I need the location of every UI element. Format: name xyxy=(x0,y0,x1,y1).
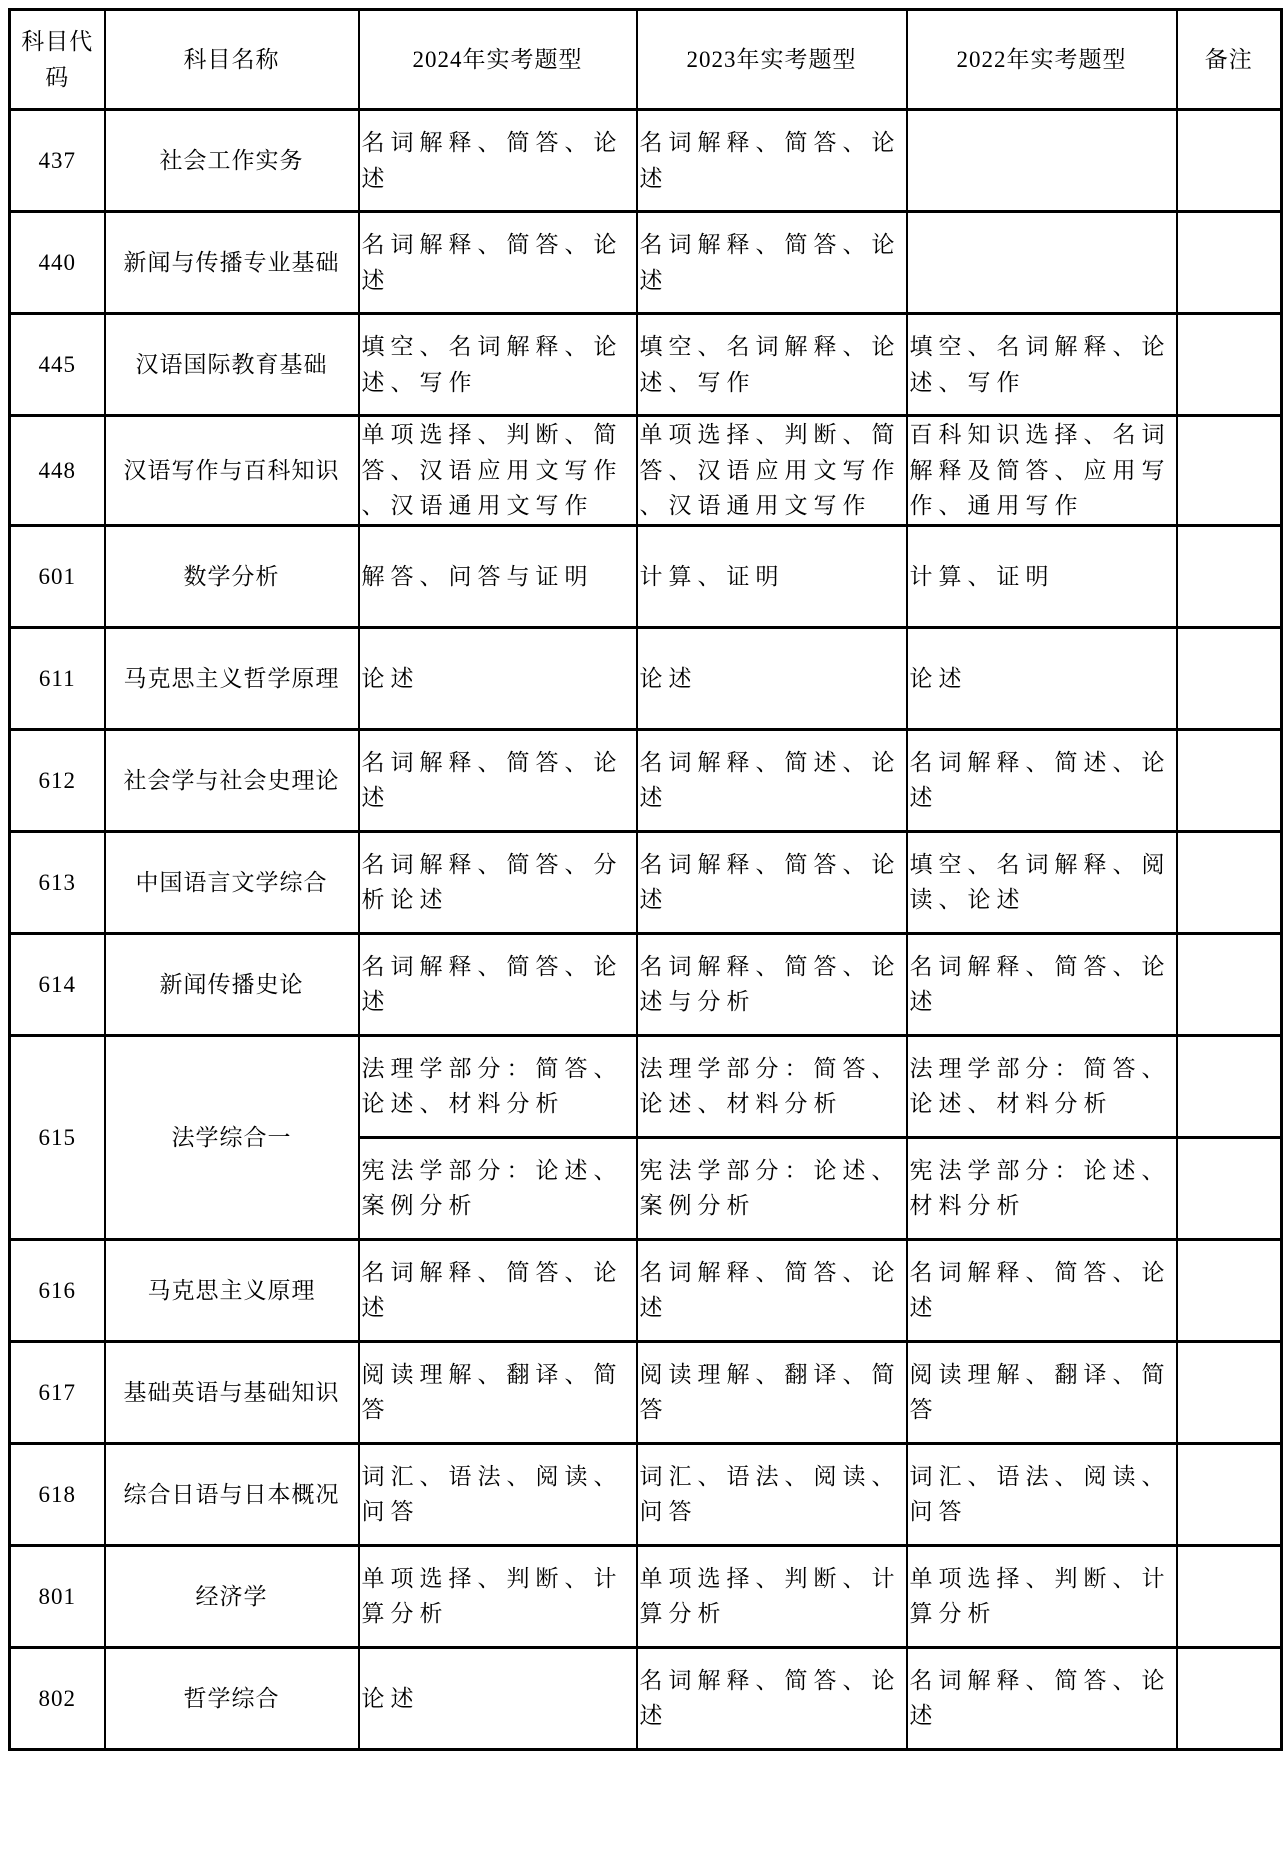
col-header-name: 科目名称 xyxy=(105,10,359,110)
subject-name-cell: 马克思主义原理 xyxy=(105,1239,359,1341)
types-2024-cell: 宪法学部分：论述、案例分析 xyxy=(359,1137,637,1239)
subject-code-cell: 801 xyxy=(10,1545,105,1647)
table-row xyxy=(10,110,1282,212)
types-2022-cell: 宪法学部分：论述、材料分析 xyxy=(907,1137,1177,1239)
subject-code-cell: 601 xyxy=(10,525,105,627)
subject-name-cell: 综合日语与日本概况 xyxy=(105,1443,359,1545)
types-2022-cell: 名词解释、简答、论述 xyxy=(907,1647,1177,1749)
types-2023-cell: 单项选择、判断、简答、汉语应用文写作、汉语通用文写作 xyxy=(637,416,907,526)
types-2022-cell: 单项选择、判断、计算分析 xyxy=(907,1545,1177,1647)
subject-name-cell: 经济学 xyxy=(105,1545,359,1647)
subject-code-cell: 618 xyxy=(10,1443,105,1545)
subject-name-cell: 马克思主义哲学原理 xyxy=(105,627,359,729)
types-2023-cell: 名词解释、简答、论述 xyxy=(637,212,907,314)
table-row xyxy=(10,525,1282,627)
table-row xyxy=(10,1341,1282,1443)
table-header xyxy=(10,10,1282,110)
document-page xyxy=(0,8,1285,1751)
subject-code-cell: 616 xyxy=(10,1239,105,1341)
note-cell xyxy=(1177,1239,1282,1341)
table-row xyxy=(10,729,1282,831)
types-2022-cell: 阅读理解、翻译、简答 xyxy=(907,1341,1177,1443)
col-header-note: 备注 xyxy=(1177,10,1282,110)
types-2023-cell: 单项选择、判断、计算分析 xyxy=(637,1545,907,1647)
note-cell xyxy=(1177,525,1282,627)
table-row xyxy=(10,1647,1282,1749)
types-2023-cell: 词汇、语法、阅读、问答 xyxy=(637,1443,907,1545)
types-2022-cell xyxy=(907,212,1177,314)
subject-code-cell: 448 xyxy=(10,416,105,526)
types-2023-cell: 论述 xyxy=(637,627,907,729)
types-2022-cell: 论述 xyxy=(907,627,1177,729)
note-cell xyxy=(1177,1545,1282,1647)
note-cell xyxy=(1177,110,1282,212)
subject-name-cell: 基础英语与基础知识 xyxy=(105,1341,359,1443)
subject-name-cell: 数学分析 xyxy=(105,525,359,627)
table-row xyxy=(10,933,1282,1035)
subject-code-cell: 802 xyxy=(10,1647,105,1749)
types-2022-cell: 百科知识选择、名词解释及简答、应用写作、通用写作 xyxy=(907,416,1177,526)
table-row xyxy=(10,1443,1282,1545)
types-2024-cell: 名词解释、简答、分析论述 xyxy=(359,831,637,933)
types-2022-cell: 计算、证明 xyxy=(907,525,1177,627)
header-row xyxy=(10,10,1282,110)
note-cell xyxy=(1177,933,1282,1035)
subject-name-cell: 社会学与社会史理论 xyxy=(105,729,359,831)
types-2023-cell: 宪法学部分：论述、案例分析 xyxy=(637,1137,907,1239)
table-row xyxy=(10,212,1282,314)
subject-code-cell: 440 xyxy=(10,212,105,314)
types-2024-cell: 词汇、语法、阅读、问答 xyxy=(359,1443,637,1545)
types-2022-cell: 名词解释、简答、论述 xyxy=(907,933,1177,1035)
types-2024-cell: 单项选择、判断、计算分析 xyxy=(359,1545,637,1647)
types-2024-cell: 名词解释、简答、论述 xyxy=(359,933,637,1035)
note-cell xyxy=(1177,314,1282,416)
types-2024-cell: 填空、名词解释、论述、写作 xyxy=(359,314,637,416)
subjects-table xyxy=(8,8,1283,1751)
types-2022-cell: 名词解释、简述、论述 xyxy=(907,729,1177,831)
table-row xyxy=(10,831,1282,933)
subject-code-cell: 613 xyxy=(10,831,105,933)
note-cell xyxy=(1177,1443,1282,1545)
subject-name-cell: 新闻传播史论 xyxy=(105,933,359,1035)
table-row xyxy=(10,314,1282,416)
table-body xyxy=(10,110,1282,1750)
types-2023-cell: 名词解释、简答、论述 xyxy=(637,831,907,933)
types-2022-cell: 名词解释、简答、论述 xyxy=(907,1239,1177,1341)
table-row xyxy=(10,1545,1282,1647)
types-2023-cell: 名词解释、简答、论述 xyxy=(637,1239,907,1341)
types-2023-cell: 名词解释、简答、论述 xyxy=(637,1647,907,1749)
subject-code-cell: 445 xyxy=(10,314,105,416)
note-cell xyxy=(1177,627,1282,729)
subject-name-cell: 中国语言文学综合 xyxy=(105,831,359,933)
types-2022-cell xyxy=(907,110,1177,212)
subject-name-cell: 社会工作实务 xyxy=(105,110,359,212)
note-cell xyxy=(1177,416,1282,526)
types-2022-cell: 填空、名词解释、论述、写作 xyxy=(907,314,1177,416)
subject-code-cell: 437 xyxy=(10,110,105,212)
types-2024-cell: 解答、问答与证明 xyxy=(359,525,637,627)
types-2023-cell: 填空、名词解释、论述、写作 xyxy=(637,314,907,416)
subject-code-cell: 617 xyxy=(10,1341,105,1443)
types-2022-cell: 填空、名词解释、阅读、论述 xyxy=(907,831,1177,933)
types-2024-cell: 法理学部分：简答、论述、材料分析 xyxy=(359,1035,637,1137)
subject-name-cell: 法学综合一 xyxy=(105,1035,359,1239)
subject-name-cell: 汉语国际教育基础 xyxy=(105,314,359,416)
note-cell xyxy=(1177,1137,1282,1239)
subject-code-cell: 612 xyxy=(10,729,105,831)
types-2024-cell: 单项选择、判断、简答、汉语应用文写作、汉语通用文写作 xyxy=(359,416,637,526)
types-2022-cell: 法理学部分：简答、论述、材料分析 xyxy=(907,1035,1177,1137)
subject-code-cell: 614 xyxy=(10,933,105,1035)
col-header-code: 科目代码 xyxy=(10,10,105,110)
types-2023-cell: 法理学部分：简答、论述、材料分析 xyxy=(637,1035,907,1137)
subject-code-cell: 611 xyxy=(10,627,105,729)
types-2023-cell: 名词解释、简述、论述 xyxy=(637,729,907,831)
col-header-2022: 2022年实考题型 xyxy=(907,10,1177,110)
note-cell xyxy=(1177,1647,1282,1749)
types-2024-cell: 名词解释、简答、论述 xyxy=(359,212,637,314)
col-header-2024: 2024年实考题型 xyxy=(359,10,637,110)
types-2024-cell: 论述 xyxy=(359,1647,637,1749)
types-2024-cell: 名词解释、简答、论述 xyxy=(359,1239,637,1341)
types-2024-cell: 论述 xyxy=(359,627,637,729)
types-2023-cell: 阅读理解、翻译、简答 xyxy=(637,1341,907,1443)
table-row xyxy=(10,627,1282,729)
subject-name-cell: 汉语写作与百科知识 xyxy=(105,416,359,526)
types-2023-cell: 计算、证明 xyxy=(637,525,907,627)
note-cell xyxy=(1177,212,1282,314)
subject-code-cell: 615 xyxy=(10,1035,105,1239)
types-2024-cell: 名词解释、简答、论述 xyxy=(359,729,637,831)
types-2023-cell: 名词解释、简答、论述 xyxy=(637,110,907,212)
types-2024-cell: 阅读理解、翻译、简答 xyxy=(359,1341,637,1443)
table-row xyxy=(10,416,1282,526)
types-2022-cell: 词汇、语法、阅读、问答 xyxy=(907,1443,1177,1545)
col-header-2023: 2023年实考题型 xyxy=(637,10,907,110)
note-cell xyxy=(1177,1341,1282,1443)
subject-name-cell: 哲学综合 xyxy=(105,1647,359,1749)
subject-name-cell: 新闻与传播专业基础 xyxy=(105,212,359,314)
table-row xyxy=(10,1035,1282,1137)
types-2024-cell: 名词解释、简答、论述 xyxy=(359,110,637,212)
note-cell xyxy=(1177,831,1282,933)
types-2023-cell: 名词解释、简答、论述与分析 xyxy=(637,933,907,1035)
note-cell xyxy=(1177,1035,1282,1137)
note-cell xyxy=(1177,729,1282,831)
table-row xyxy=(10,1239,1282,1341)
